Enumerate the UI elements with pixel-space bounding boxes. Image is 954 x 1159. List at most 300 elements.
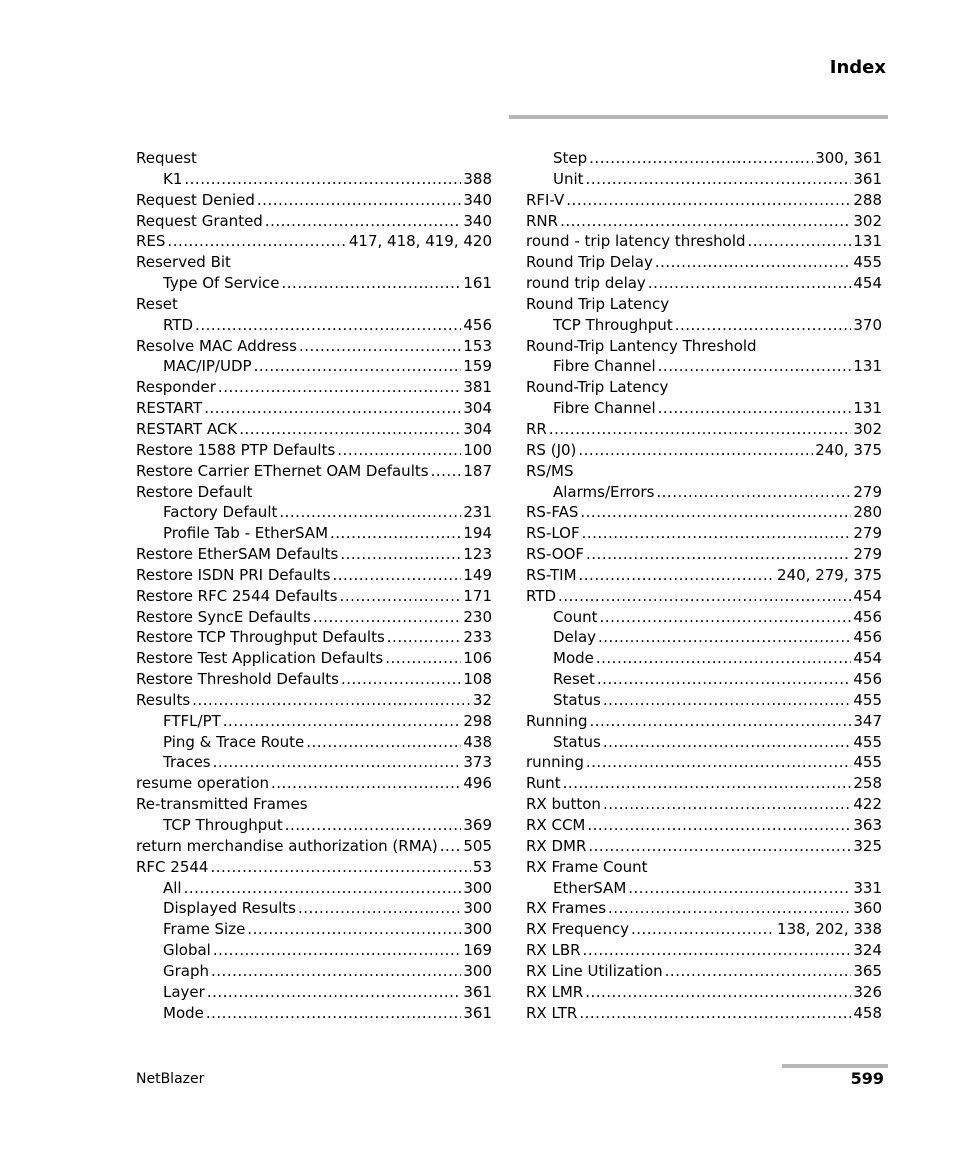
page-reference[interactable]: 347	[853, 711, 882, 730]
page-reference[interactable]: 300	[463, 878, 492, 897]
page-reference[interactable]: 456	[853, 607, 882, 626]
page-reference[interactable]: 454	[853, 586, 882, 605]
page-reference[interactable]: 280	[853, 503, 882, 522]
index-term: resume operation	[136, 774, 270, 793]
page-reference[interactable]: 106	[463, 649, 492, 668]
index-entry	[526, 961, 882, 982]
index-term: Round-Trip Latency	[526, 378, 669, 397]
page-reference[interactable]: 161	[463, 274, 492, 293]
page-reference[interactable]: 438	[463, 732, 492, 751]
index-entry	[136, 607, 492, 628]
page-number: 599	[850, 1069, 884, 1088]
page-reference[interactable]: 171	[463, 586, 492, 605]
index-subentry	[526, 690, 882, 711]
index-entry	[526, 461, 882, 482]
page-reference[interactable]: 304	[463, 419, 492, 438]
dot-leader	[582, 523, 852, 544]
index-term: RTD	[526, 586, 557, 605]
dot-leader	[560, 211, 851, 232]
index-subentry	[526, 356, 882, 377]
index-subentry	[526, 732, 882, 753]
index-entry	[136, 461, 492, 482]
page-reference[interactable]: 363	[853, 816, 882, 834]
page-reference[interactable]: 455	[853, 732, 882, 751]
dot-leader	[598, 627, 851, 648]
page-reference[interactable]: 279	[853, 545, 882, 564]
index-entry	[136, 211, 492, 232]
dot-leader	[665, 961, 852, 982]
index-term: running	[526, 753, 584, 772]
dot-leader	[195, 315, 461, 336]
dot-leader	[558, 586, 851, 607]
index-term: All	[163, 878, 182, 897]
header-divider	[509, 115, 888, 119]
page-reference[interactable]: 53	[472, 857, 492, 876]
dot-leader	[298, 898, 461, 919]
index-entry	[526, 231, 882, 252]
index-entry	[136, 669, 492, 690]
page-reference[interactable]: 32	[472, 690, 492, 709]
index-term: Ping & Trace Route	[163, 732, 305, 751]
page-reference[interactable]: 326	[853, 982, 882, 1001]
page-reference[interactable]: 373	[463, 753, 492, 772]
dot-leader	[184, 878, 462, 899]
index-entry	[526, 711, 882, 732]
dot-leader	[675, 315, 852, 336]
index-entry	[136, 482, 492, 503]
index-entry	[136, 857, 492, 878]
page-reference[interactable]: 240, 375	[815, 440, 882, 459]
page-reference[interactable]: 369	[463, 816, 492, 834]
page-reference[interactable]: 288	[853, 190, 882, 209]
index-term: RX CCM	[526, 816, 586, 834]
index-entry	[136, 836, 492, 857]
index-term: Restore EtherSAM Defaults	[136, 545, 339, 564]
dot-leader	[337, 440, 461, 461]
page-reference[interactable]: 340	[463, 211, 492, 230]
index-term: RS-FAS	[526, 503, 579, 522]
page-reference[interactable]: 325	[853, 836, 882, 855]
index-term: Restore SyncE Defaults	[136, 607, 311, 626]
index-entry	[136, 231, 492, 252]
dot-leader	[563, 773, 852, 794]
index-term: Restore TCP Throughput Defaults	[136, 628, 385, 647]
index-entry	[526, 544, 882, 565]
index-term: Global	[163, 941, 211, 960]
index-subentry	[526, 648, 882, 669]
dot-leader	[207, 982, 462, 1003]
page-reference[interactable]: 123	[463, 545, 492, 564]
index-term: RX Frame Count	[526, 857, 648, 876]
index-entry	[136, 190, 492, 211]
page-reference[interactable]: 230	[463, 607, 492, 626]
index-entry	[136, 377, 492, 398]
dot-leader	[213, 752, 462, 773]
page-reference[interactable]: 324	[853, 941, 882, 960]
dot-leader	[603, 794, 851, 815]
page-reference[interactable]: 422	[853, 795, 882, 814]
index-term: Status	[553, 732, 601, 751]
dot-leader	[184, 169, 461, 190]
index-entry	[136, 586, 492, 607]
page-reference[interactable]: 455	[853, 253, 882, 272]
index-entry	[526, 1003, 882, 1024]
index-column-left	[136, 148, 492, 1023]
index-term: RS (J0)	[526, 440, 577, 459]
index-term: RX Frequency	[526, 920, 629, 939]
dot-leader	[748, 231, 852, 252]
index-subentry	[136, 878, 492, 899]
dot-leader	[587, 815, 851, 836]
index-term: K1	[163, 169, 183, 188]
page-reference[interactable]: 149	[463, 565, 492, 584]
page-reference[interactable]: 365	[853, 961, 882, 980]
index-subentry	[526, 169, 882, 190]
index-subentry	[526, 607, 882, 628]
index-subentry	[136, 711, 492, 732]
index-term: TCP Throughput	[553, 315, 673, 334]
index-entry	[136, 627, 492, 648]
index-entry	[136, 773, 492, 794]
index-term: Displayed Results	[163, 899, 296, 918]
dot-leader	[603, 732, 852, 753]
index-subentry	[136, 961, 492, 982]
index-subentry	[136, 1003, 492, 1024]
index-entry	[526, 190, 882, 211]
page-reference[interactable]: 169	[463, 941, 492, 960]
page-reference[interactable]: 417, 418, 419, 420	[348, 232, 492, 251]
index-entry	[526, 252, 882, 273]
index-entry	[136, 336, 492, 357]
dot-leader	[579, 1003, 851, 1024]
page-reference[interactable]: 370	[853, 315, 882, 334]
index-entry	[136, 690, 492, 711]
page-reference[interactable]: 240, 279, 375	[777, 565, 882, 584]
dot-leader	[299, 336, 461, 357]
index-subentry	[136, 273, 492, 294]
dot-leader	[340, 586, 462, 607]
page-reference[interactable]: 108	[463, 670, 492, 689]
index-entry	[526, 815, 882, 836]
page-reference[interactable]: 131	[853, 399, 882, 418]
index-term: RX LBR	[526, 941, 581, 960]
page-reference[interactable]: 454	[853, 649, 882, 668]
dot-leader	[192, 690, 471, 711]
page-reference[interactable]: 258	[853, 774, 882, 793]
dot-leader	[223, 711, 462, 732]
index-term: RES	[136, 232, 166, 251]
index-entry	[136, 544, 492, 565]
index-entry	[526, 919, 882, 940]
index-entry	[136, 419, 492, 440]
page-reference[interactable]: 302	[853, 419, 882, 438]
index-term: Request Denied	[136, 190, 255, 209]
index-term: Resolve MAC Address	[136, 336, 297, 355]
page-reference[interactable]: 131	[853, 357, 882, 376]
dot-leader	[566, 190, 851, 211]
dot-leader	[279, 502, 461, 523]
index-term: Restore Test Application Defaults	[136, 649, 384, 668]
index-term: RX LMR	[526, 982, 584, 1001]
dot-leader	[440, 836, 462, 857]
index-entry	[526, 419, 882, 440]
index-term: RX Frames	[526, 899, 607, 918]
index-subentry	[136, 169, 492, 190]
page-reference[interactable]: 388	[463, 169, 492, 188]
index-column-right	[526, 148, 882, 1023]
dot-leader	[603, 690, 852, 711]
page-reference[interactable]: 187	[463, 461, 492, 480]
index-subentry	[526, 627, 882, 648]
dot-leader	[257, 190, 461, 211]
index-term: Reserved Bit	[136, 253, 231, 272]
index-term: Request	[136, 149, 197, 167]
page-reference[interactable]: 340	[463, 190, 492, 209]
page-reference[interactable]: 454	[853, 274, 882, 293]
index-entry	[526, 377, 882, 398]
dot-leader	[583, 940, 852, 961]
dot-leader	[211, 961, 461, 982]
index-entry	[526, 273, 882, 294]
page-header-title: Index	[829, 57, 886, 78]
index-term: RX button	[526, 795, 601, 814]
dot-leader	[658, 398, 852, 419]
index-term: RS-OOF	[526, 545, 585, 564]
index-entry	[526, 982, 882, 1003]
dot-leader	[628, 878, 851, 899]
page-reference[interactable]: 302	[853, 211, 882, 230]
index-entry	[136, 565, 492, 586]
page-reference[interactable]: 361	[853, 169, 882, 188]
index-term: FTFL/PT	[163, 711, 221, 730]
index-term: Reset	[553, 670, 595, 689]
index-entry	[526, 586, 882, 607]
page-reference[interactable]: 231	[463, 503, 492, 522]
index-term: Round Trip Latency	[526, 294, 670, 313]
dot-leader	[332, 565, 461, 586]
dot-leader	[206, 1003, 461, 1024]
index-entry	[526, 211, 882, 232]
index-term: RNR	[526, 211, 559, 230]
page-reference[interactable]: 456	[463, 315, 492, 334]
dot-leader	[656, 482, 851, 503]
page-reference[interactable]: 300	[463, 920, 492, 939]
page-reference[interactable]: 300, 361	[815, 149, 882, 167]
index-subentry	[526, 315, 882, 336]
dot-leader	[340, 544, 461, 565]
index-entry	[136, 648, 492, 669]
page-reference[interactable]: 505	[463, 836, 492, 855]
index-term: TCP Throughput	[163, 816, 283, 834]
index-subentry	[526, 669, 882, 690]
page-reference[interactable]: 279	[853, 524, 882, 543]
dot-leader	[586, 752, 851, 773]
page-reference[interactable]: 458	[853, 1003, 882, 1022]
dot-leader	[431, 461, 462, 482]
page-reference[interactable]: 298	[463, 711, 492, 730]
dot-leader	[282, 273, 462, 294]
dot-leader	[580, 502, 851, 523]
index-term: RR	[526, 419, 547, 438]
dot-leader	[585, 982, 851, 1003]
index-term: return merchandise authorization (RMA)	[136, 836, 438, 855]
index-entry	[136, 148, 492, 169]
page-reference[interactable]: 496	[463, 774, 492, 793]
dot-leader	[589, 711, 851, 732]
index-term: Traces	[163, 753, 211, 772]
page-reference[interactable]: 361	[463, 982, 492, 1001]
index-term: Factory Default	[163, 503, 278, 522]
index-subentry	[136, 940, 492, 961]
index-term: Restore ISDN PRI Defaults	[136, 565, 331, 584]
dot-leader	[586, 544, 851, 565]
page-reference[interactable]: 153	[463, 336, 492, 355]
dot-leader	[218, 377, 461, 398]
index-term: RX LTR	[526, 1003, 578, 1022]
page-reference[interactable]: 455	[853, 690, 882, 709]
index-entry	[136, 398, 492, 419]
page-reference[interactable]: 100	[463, 440, 492, 459]
index-entry	[526, 440, 882, 461]
index-term: RTD	[163, 315, 194, 334]
index-term: Status	[553, 690, 601, 709]
index-term: Restore RFC 2544 Defaults	[136, 586, 338, 605]
dot-leader	[589, 148, 813, 169]
index-entry	[526, 940, 882, 961]
index-term: Alarms/Errors	[553, 482, 655, 501]
index-term: Mode	[553, 649, 594, 668]
index-term: Profile Tab - EtherSAM	[163, 524, 329, 543]
index-term: Reset	[136, 294, 178, 313]
dot-leader	[247, 919, 461, 940]
index-subentry	[136, 815, 492, 836]
index-term: Results	[136, 690, 191, 709]
page-reference[interactable]: 455	[853, 753, 882, 772]
index-term: EtherSAM	[553, 878, 627, 897]
page-reference[interactable]: 233	[463, 628, 492, 647]
dot-leader	[648, 273, 852, 294]
page-reference[interactable]: 194	[463, 524, 492, 543]
index-term: Restore Threshold Defaults	[136, 670, 339, 689]
dot-leader	[608, 898, 851, 919]
index-subentry	[526, 148, 882, 169]
index-term: Restore Default	[136, 482, 253, 501]
index-subentry	[136, 502, 492, 523]
index-term: round trip delay	[526, 274, 646, 293]
index-subentry	[136, 732, 492, 753]
page-reference[interactable]: 456	[853, 628, 882, 647]
dot-leader	[579, 565, 776, 586]
index-term: Fibre Channel	[553, 357, 656, 376]
page-reference[interactable]: 159	[463, 357, 492, 376]
footer-product-name: NetBlazer	[136, 1071, 205, 1087]
dot-leader	[596, 648, 851, 669]
index-term: RESTART	[136, 399, 203, 418]
dot-leader	[385, 648, 461, 669]
index-term: Re-transmitted Frames	[136, 795, 308, 814]
page-reference[interactable]: 456	[853, 670, 882, 689]
index-subentry	[136, 315, 492, 336]
index-term: Runt	[526, 774, 561, 793]
index-term: Request Granted	[136, 211, 263, 230]
index-term: RS-TIM	[526, 565, 577, 584]
index-term: RX DMR	[526, 836, 587, 855]
page-reference[interactable]: 131	[853, 232, 882, 251]
index-subentry	[136, 919, 492, 940]
index-term: Running	[526, 711, 588, 730]
index-term: Frame Size	[163, 920, 246, 939]
index-entry	[526, 773, 882, 794]
index-subentry	[136, 523, 492, 544]
index-entry	[526, 898, 882, 919]
dot-leader	[285, 815, 462, 836]
index-subentry	[136, 982, 492, 1003]
index-term: Graph	[163, 961, 210, 980]
dot-leader	[306, 732, 461, 753]
index-term: Step	[553, 149, 588, 167]
index-entry	[526, 857, 882, 878]
index-term: RS/MS	[526, 461, 574, 480]
index-subentry	[136, 356, 492, 377]
dot-leader	[204, 398, 461, 419]
dot-leader	[271, 773, 461, 794]
page-reference[interactable]: 331	[853, 878, 882, 897]
dot-leader	[597, 669, 851, 690]
dot-leader	[313, 607, 462, 628]
dot-leader	[658, 356, 852, 377]
dot-leader	[655, 252, 852, 273]
index-term: RX Line Utilization	[526, 961, 663, 980]
index-term: RFI-V	[526, 190, 565, 209]
dot-leader	[631, 919, 775, 940]
dot-leader	[210, 857, 470, 878]
index-entry	[526, 294, 882, 315]
index-term: Delay	[553, 628, 597, 647]
page-reference[interactable]: 381	[463, 378, 492, 397]
page-reference[interactable]: 361	[463, 1003, 492, 1022]
index-term: Restore Carrier EThernet OAM Defaults	[136, 461, 429, 480]
dot-leader	[213, 940, 462, 961]
index-entry	[526, 336, 882, 357]
page-reference[interactable]: 279	[853, 482, 882, 501]
index-term: RFC 2544	[136, 857, 209, 876]
dot-leader	[387, 627, 462, 648]
index-term: Restore 1588 PTP Defaults	[136, 440, 336, 459]
dot-leader	[341, 669, 461, 690]
dot-leader	[239, 419, 461, 440]
index-subentry	[136, 898, 492, 919]
index-entry	[526, 752, 882, 773]
index-term: RS-LOF	[526, 524, 580, 543]
index-entry	[526, 836, 882, 857]
dot-leader	[254, 356, 462, 377]
index-subentry	[136, 752, 492, 773]
page-reference[interactable]: 304	[463, 399, 492, 418]
dot-leader	[578, 440, 813, 461]
page-reference[interactable]: 300	[463, 899, 492, 918]
index-entry	[136, 440, 492, 461]
index-term: Responder	[136, 378, 216, 397]
page-reference[interactable]: 300	[463, 961, 492, 980]
page-reference[interactable]: 138, 202, 338	[777, 920, 882, 939]
index-term: Round-Trip Lantency Threshold	[526, 336, 757, 355]
dot-leader	[600, 607, 852, 628]
page-reference[interactable]: 360	[853, 899, 882, 918]
index-entry	[526, 523, 882, 544]
index-entry	[136, 294, 492, 315]
index-term: Type Of Service	[163, 274, 280, 293]
index-term: round - trip latency threshold	[526, 232, 746, 251]
